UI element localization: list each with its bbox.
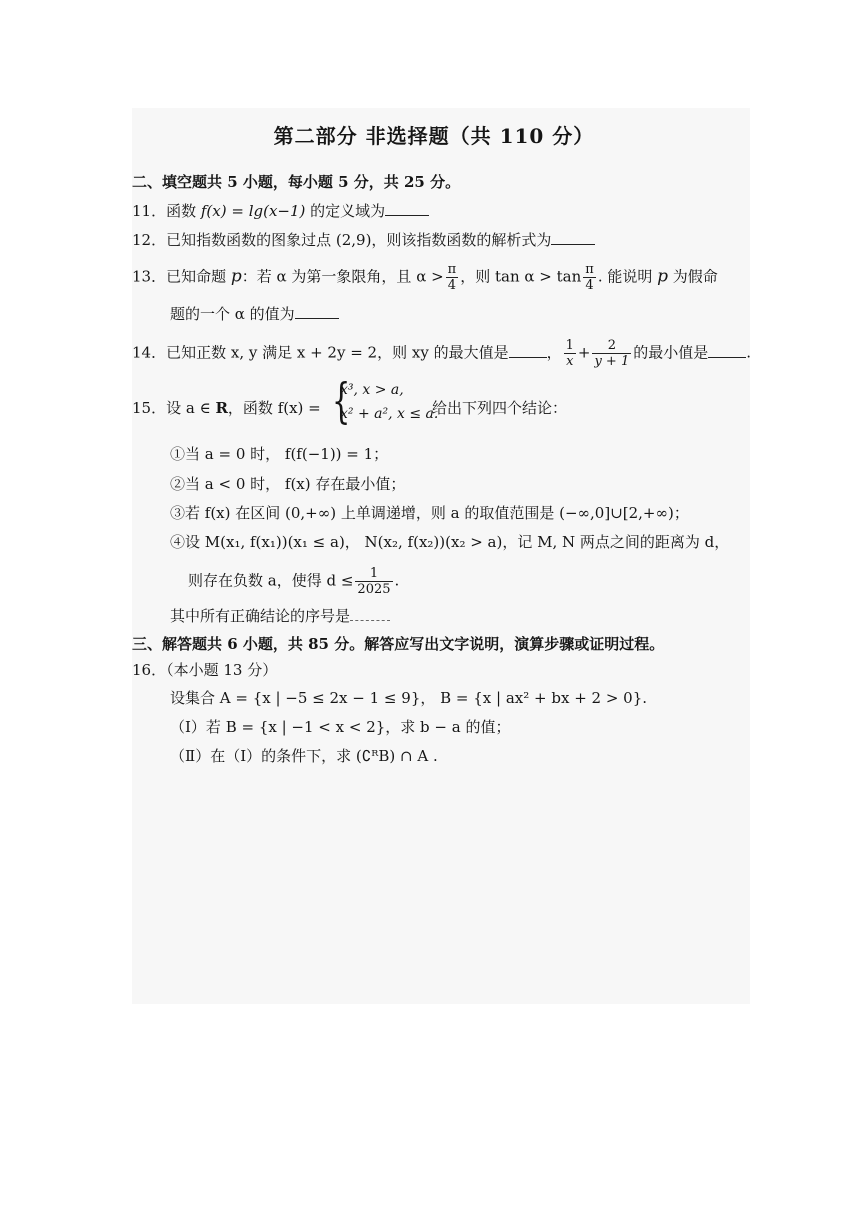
- question-number: 15．: [132, 399, 167, 417]
- answer-blank: [385, 201, 429, 216]
- answer-blank: [551, 230, 595, 245]
- question-number: 16．: [132, 661, 167, 679]
- fraction-1-over-2025: $\frac{1}{2025}$: [357, 566, 391, 597]
- question-number: 11．: [132, 202, 167, 220]
- question-text: 已知指数函数的图象过点 (2,9)，则该指数函数的解析式为: [166, 231, 552, 249]
- question-text: 其中所有正确结论的序号是: [170, 607, 351, 625]
- piece-case-1: x³, x > a,: [340, 382, 404, 398]
- question-text: ：若 α 为第一象限角，且 α >: [241, 267, 444, 286]
- question-text: 为假命: [668, 267, 718, 286]
- question-text: ，函数 f(x) =: [227, 399, 321, 417]
- question-15-answer: [170, 606, 390, 626]
- question-12: [132, 230, 595, 250]
- question-text: 已知命题: [166, 267, 231, 286]
- question-number: 13．: [132, 267, 167, 286]
- question-16-part-1: （Ⅰ）若 B = {x | −1 < x < 2}，求 b − a 的值；: [170, 718, 511, 736]
- plus-sign: +: [577, 343, 591, 362]
- question-text: 则存在负数 a，使得 d ≤: [188, 571, 354, 590]
- proposition-p: p: [657, 266, 669, 287]
- fraction-2-over-y-plus-1: $\frac{2}{y + 1}$: [594, 338, 630, 369]
- left-brace: {: [332, 373, 351, 429]
- proposition-p: p: [230, 266, 242, 287]
- section-two-heading: 二、填空题共 5 小题，每小题 5 分，共 25 分。: [132, 173, 461, 191]
- conclusion-4: ④设 M(x₁, f(x₁))(x₁ ≤ a)， N(x₂, f(x₂))(x₂ > a)，记 M, N 两点之间的距离为 d，: [170, 533, 730, 551]
- question-text: 设 a ∈: [166, 399, 216, 417]
- section-three-heading: 三、解答题共 6 小题，共 85 分。解答应写出文字说明，演算步骤或证明过程。: [132, 635, 665, 653]
- question-16-part-2: （Ⅱ）在（Ⅰ）的条件下，求 (∁ᴿB) ∩ A .: [170, 747, 438, 765]
- answer-blank: [509, 343, 547, 358]
- fraction-1-over-x: $\frac{1}{x}$: [565, 338, 574, 369]
- real-numbers-symbol: R: [215, 399, 228, 417]
- question-text: ，则 tan α > tan: [460, 267, 582, 286]
- piecewise-function: [332, 373, 442, 432]
- conclusion-3: ③若 f(x) 在区间 (0,+∞) 上单调递增，则 a 的取值范围是 (−∞,0]∪[2,+∞)；: [170, 504, 689, 522]
- page-title: 第二部分 非选择题（共 110 分）: [273, 124, 595, 148]
- question-text: ，: [546, 343, 562, 362]
- question-text: 函数: [166, 202, 201, 220]
- question-16-setup: 设集合 A = {x | −5 ≤ 2x − 1 ≤ 9}， B = {x | ax² + bx + 2 > 0}.: [170, 689, 648, 707]
- question-14: 14．已知正数 x, y 满足 x + 2y = 2，则 xy 的最大值是 ， $\frac{1}{x}$ + $\frac{2}{y + 1}$ 的最小值是 .: [132, 338, 752, 369]
- question-13-line-2: [170, 304, 339, 324]
- question-number: 14．: [132, 343, 167, 362]
- question-15: [132, 398, 321, 418]
- conclusion-4-line-2: 则存在负数 a，使得 d ≤ $\frac{1}{2025}$ .: [188, 566, 400, 597]
- question-text: 的最小值是: [633, 343, 709, 362]
- question-text: 题的一个 α 的值为: [170, 305, 295, 323]
- question-11: [132, 201, 429, 221]
- answer-blank: [295, 304, 339, 319]
- math-expression: f(x) = lg(x−1): [200, 202, 306, 220]
- question-15-tail: 给出下列四个结论：: [432, 399, 568, 417]
- question-16-heading: [132, 660, 277, 680]
- question-text: . 能说明: [597, 267, 658, 286]
- question-text: 已知正数 x, y 满足 x + 2y = 2，则 xy 的最大值是: [166, 343, 509, 362]
- question-13: [132, 262, 718, 293]
- answer-blank: [708, 343, 746, 358]
- question-text: 的定义域为: [305, 202, 386, 220]
- fraction-pi-over-4: $\frac{\pi}{4}$: [585, 262, 594, 293]
- question-points: （本小题 13 分）: [166, 661, 278, 679]
- conclusion-1: ①当 a = 0 时， f(f(−1)) = 1；: [170, 445, 389, 463]
- answer-blank: [350, 606, 390, 621]
- question-number: 12．: [132, 231, 167, 249]
- piece-case-2: x² + a², x ≤ a.: [340, 406, 439, 422]
- fraction-pi-over-4: $\frac{\pi}{4}$: [447, 262, 457, 293]
- conclusion-2: ②当 a < 0 时， f(x) 存在最小值；: [170, 475, 406, 493]
